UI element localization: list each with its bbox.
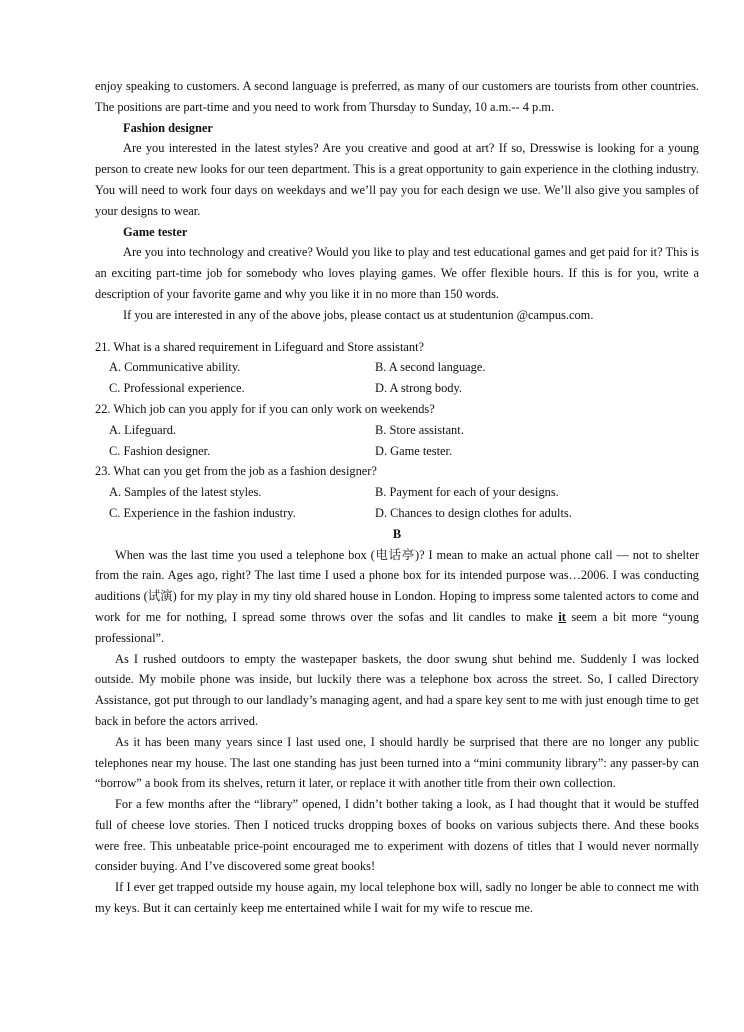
- option-c: C. Fashion designer.: [109, 443, 211, 458]
- option-b: B. Store assistant.: [375, 422, 464, 437]
- option-d: D. Chances to design clothes for adults.: [375, 505, 572, 520]
- store-assistant-tail: enjoy speaking to customers. A second language is preferred, as many of our customers are tourists from other countries. The positions are part-time and you need to work from Thursday to Sunday, 10 a.m.-- 4 p.m.: [95, 79, 699, 114]
- game-tester-text: Are you into technology and creative? Would you like to play and test educational games and get paid for it? This is an exciting part-time job for somebody who loves playing games. We offer flexible hours. If this is for you, write a description of your favorite game and why you like it in no more than 150 words.: [95, 245, 699, 301]
- passage-b-paragraph-2: As I rushed outdoors to empty the wastepaper baskets, the door swung shut behind me. Suddenly I was locked outside. My mobile phone was inside, but luckily there was a telephone box across the street. So, I called Directory Assistance, got put through to our landlady’s managing agent, and had a spare key sent to me with just enough time to get back in before the actors arrived.: [95, 651, 699, 728]
- paragraph-1-start: When was the last time you used a telephone box (电话亭)? I mean to make an actual phone call — not to shelter from the rain. Ages ago, right? The last time I used a phone box for its intended purpose was…2006. I was conducting auditions (试演) for my play in my tiny old shared house in London. Hoping to impress some talented actors to come and work for me for nothing, I spread some throws over the sofas and lit candles to make: [95, 547, 699, 624]
- option-b: B. Payment for each of your designs.: [375, 485, 559, 500]
- option-row: [95, 420, 699, 441]
- option-a: A. Samples of the latest styles.: [109, 485, 262, 500]
- option-row: [95, 378, 699, 399]
- game-tester-heading: Game tester: [123, 224, 188, 239]
- question-22: [95, 399, 699, 461]
- option-a: A. Communicative ability.: [109, 360, 241, 375]
- section-b-title: B: [392, 526, 402, 541]
- question-21: [95, 337, 699, 399]
- option-c: C. Professional experience.: [109, 381, 245, 396]
- passage-b-paragraph-1: [95, 545, 699, 649]
- fashion-designer-heading: Fashion designer: [123, 120, 213, 135]
- document-page: [95, 76, 699, 919]
- contact-text: If you are interested in any of the above jobs, please contact us at studentunion @campus.com.: [123, 307, 594, 322]
- underlined-word-it: it: [558, 609, 566, 624]
- paragraph-1-end: seem a bit more “young professional”.: [95, 609, 699, 645]
- question-list: [95, 337, 699, 524]
- option-d: D. A strong body.: [375, 381, 462, 396]
- fashion-designer-text: Are you interested in the latest styles? Are you creative and good at art? If so, Dresswise is looking for a young person to create new looks for our teen department. This is a great opportunity to gain experience in the clothing industry. You will need to work four days on weekdays and we’ll pay you for each design we use. We’ll also give you samples of your designs to wear.: [95, 141, 699, 218]
- option-row: [95, 503, 699, 524]
- option-b: B. A second language.: [375, 360, 486, 375]
- option-a: A. Lifeguard.: [109, 422, 177, 437]
- option-row: [95, 357, 699, 378]
- question-stem: 22. Which job can you apply for if you can only work on weekends?: [95, 401, 435, 416]
- option-c: C. Experience in the fashion industry.: [109, 505, 296, 520]
- option-d: D. Game tester.: [375, 443, 453, 458]
- question-23: [95, 461, 699, 523]
- passage-b-paragraph-4: For a few months after the “library” opened, I didn’t bother taking a look, as I had thought that it would be stuffed full of cheese love stories. Then I noticed trucks dropping boxes of books on various subjects there. And these books were free. This unbeatable price-point encouraged me to experiment with dozens of titles that I would never normally consider buying. And I’ve discovered some great books!: [95, 797, 699, 874]
- option-row: [95, 482, 699, 503]
- question-stem: 23. What can you get from the job as a fashion designer?: [95, 464, 377, 479]
- option-row: [95, 441, 699, 462]
- question-stem: 21. What is a shared requirement in Lifeguard and Store assistant?: [95, 339, 425, 354]
- passage-b-paragraph-5: If I ever get trapped outside my house again, my local telephone box will, sadly no longer be able to connect me with my keys. But it can certainly keep me entertained while I wait for my wife to rescue me.: [95, 880, 699, 916]
- passage-b-paragraph-3: As it has been many years since I last used one, I should hardly be surprised that there are no longer any public telephones near my house. The last one standing has just been turned into a “mini community library”: any passer-by can “borrow” a book from its shelves, return it later, or replace it with another title from their own collection.: [95, 734, 699, 791]
